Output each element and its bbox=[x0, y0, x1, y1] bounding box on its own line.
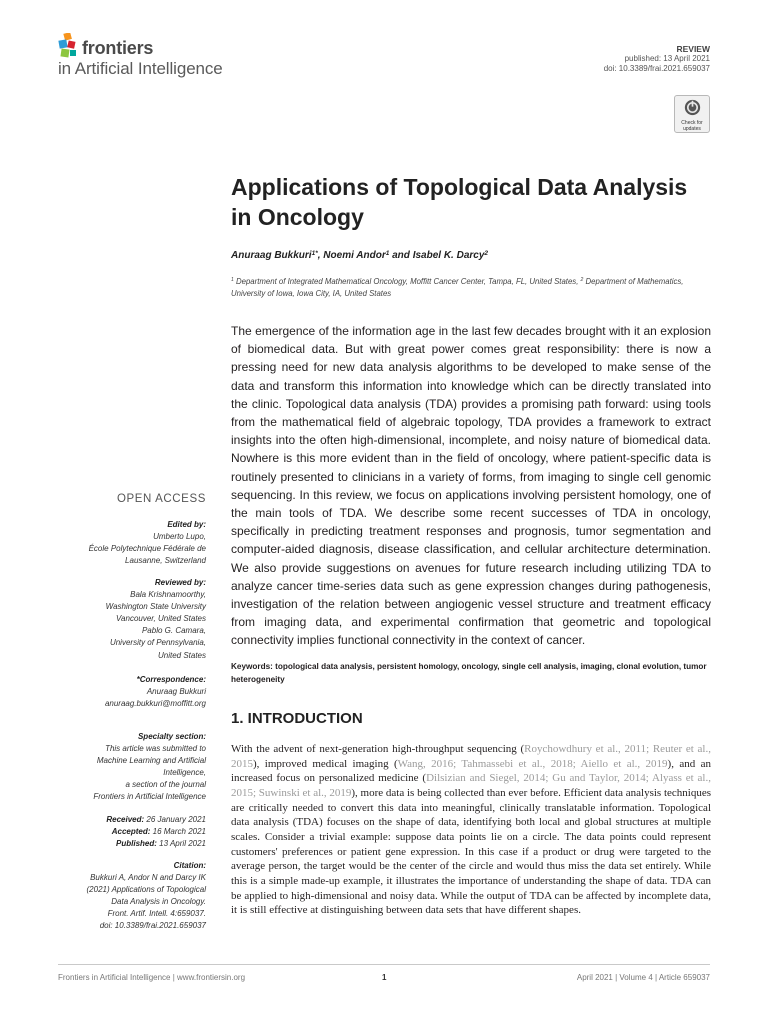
check-updates-icon bbox=[684, 99, 701, 116]
edited-by-label: Edited by: bbox=[167, 520, 206, 529]
check-updates-line1: Check for bbox=[681, 120, 703, 126]
specialty-line: a section of the journal bbox=[125, 780, 206, 790]
journal-name: in Artificial Intelligence bbox=[58, 59, 223, 78]
specialty-line: This article was submitted to bbox=[105, 744, 206, 754]
frontiers-logo-icon bbox=[58, 33, 80, 59]
correspondence-block bbox=[105, 674, 206, 710]
affiliation-text: Department of Integrated Mathematical Oncology, Moffitt Cancer Center, Tampa, FL, United States, bbox=[233, 277, 581, 286]
specialty-line: Intelligence, bbox=[163, 768, 206, 778]
accepted-value: 16 March 2021 bbox=[150, 827, 206, 837]
author-name[interactable]: Anuraag Bukkuri bbox=[231, 250, 312, 261]
specialty-section-block bbox=[93, 731, 206, 804]
affil-mark: 1 bbox=[231, 277, 234, 283]
footer-divider bbox=[58, 964, 710, 965]
reviewer-line: Vancouver, United States bbox=[116, 614, 206, 624]
citation-doi[interactable]: doi: 10.3389/frai.2021.659037 bbox=[99, 921, 206, 931]
edited-by-block bbox=[89, 519, 206, 567]
specialty-label: Specialty section: bbox=[137, 732, 206, 741]
citation-line: Data Analysis in Oncology. bbox=[111, 897, 206, 907]
specialty-line: Frontiers in Artificial Intelligence bbox=[93, 792, 206, 802]
received-label: Received: bbox=[106, 815, 145, 824]
check-for-updates-badge[interactable] bbox=[674, 95, 710, 133]
accepted-label: Accepted: bbox=[111, 827, 151, 837]
author-separator: and bbox=[389, 250, 413, 261]
section-heading: 1. INTRODUCTION bbox=[231, 710, 363, 727]
citation-link[interactable]: Dilsizian and Siegel, 2014; Gu and Taylor, 2014; Alyass et al., 2015; Suwinski et al., 2019 bbox=[231, 772, 711, 799]
accepted-date bbox=[106, 826, 206, 838]
correspondence-email[interactable]: anuraag.bukkuri@moffitt.org bbox=[104, 699, 206, 709]
reviewer-line[interactable]: Bala Krishnamoorthy, bbox=[130, 590, 206, 600]
open-access-label: OPEN ACCESS bbox=[116, 493, 206, 505]
affiliations bbox=[231, 276, 711, 300]
body-text: ), more data is being collected than ever before. Efficient data analysis techniques are critically needed to convert this data into meaningful, clinically translatable information. Topological data analysis (TDA) focuses on the shape of data, identifying both local and global structures at multiple scales. Consider a trivial example: suppose data points lie on a circle. The data points could represent customers' preferences or patient gene expression. In this case if a product or drug were targeted to the average person, the target would be the center of the circle and would thus miss the data set entirely. While this is a simple made-up example, it illustrates the importance of understanding the shape of data. TDA can be applied to high-dimensional and noisy data. While the output of TDA can be affected by incomplete data, it is still effective at distinguishing between data sets that have different shapes. bbox=[231, 786, 711, 917]
citation-line: Front. Artif. Intell. 4:659037. bbox=[107, 909, 206, 919]
citation-label: Citation: bbox=[173, 861, 206, 870]
received-value: 26 January 2021 bbox=[144, 815, 206, 824]
reviewed-by-block bbox=[106, 577, 206, 662]
dates-block bbox=[106, 814, 206, 850]
author-affil-mark: 2 bbox=[484, 250, 489, 257]
page-number: 1 bbox=[382, 973, 387, 982]
author-affil-mark: 1 bbox=[385, 250, 390, 257]
abstract: The emergence of the information age in the last few decades brought with it an explosion of biomedical data. But with great power comes great responsibility: there is now a pressing need for new data analysis algorithms to be developed to make sense of the data and transform this information into knowledge which can be directly translated into the clinic. Topological data analysis (TDA) provides a promising path forward: using tools from the mathematical field of algebraic topology, TDA provides a framework to extract insights into the often high-dimensional, incomplete, and noisy nature of biomedical data. Nowhere is this more evident than in the field of oncology, where patient-specific data is routinely presented to clinicians in a variety of forms, from imaging to single cell genomic sequencing. In this review, we focus on applications involving persistent homology, one of the main tools of TDA. We describe some recent successes of TDA in oncology, specifically in predicting treatment responses and prognosis, tumor segmentation and computer-aided diagnosis, disease classification, and cellular architecture determination. We also provide suggestions on avenues for future research including utilizing TDA to analyze cancer time-series data such as gene expression changes during pathogenesis, investigation of the relation between angiogenic vessel structure and treatment efficacy from imaging data, and experimental confirmation that geometric and topological connectivity implies functional connectivity in the context of cancer. bbox=[231, 324, 711, 648]
received-date bbox=[106, 814, 206, 826]
citation-link[interactable]: Wang, 2016; Tahmassebi et al., 2018; Aiello et al., 2019 bbox=[397, 757, 668, 770]
reviewer-line[interactable]: Pablo G. Camara, bbox=[141, 626, 206, 636]
body-text: ), and an increased focus on personalized medicine ( bbox=[231, 757, 711, 785]
correspondence-label: *Correspondence: bbox=[136, 675, 206, 684]
editor-line: Lausanne, Switzerland bbox=[125, 556, 206, 566]
keywords: Keywords: topological data analysis, persistent homology, oncology, single cell analysis, imaging, clonal evolution, tumor heterogeneity bbox=[231, 662, 707, 684]
logo-wordmark: frontiers bbox=[82, 38, 154, 58]
published-label: Published: bbox=[116, 839, 157, 849]
article-meta bbox=[604, 44, 710, 74]
published-date-side bbox=[106, 838, 206, 850]
affiliation-text: Department of Mathematics, University of Iowa, Iowa City, IA, United States bbox=[231, 277, 684, 298]
published-value: 13 April 2021 bbox=[156, 839, 206, 849]
specialty-line: Machine Learning and Artificial bbox=[96, 756, 206, 766]
editor-line: École Polytechnique Fédérale de bbox=[88, 544, 206, 554]
editor-line[interactable]: Umberto Lupo, bbox=[153, 532, 206, 542]
reviewer-line: University of Pennsylvania, bbox=[109, 638, 206, 648]
published-date: published: 13 April 2021 bbox=[624, 54, 710, 63]
author-affil-mark: 1* bbox=[311, 250, 318, 257]
article-type: REVIEW bbox=[676, 44, 710, 54]
footer-journal-link[interactable]: Frontiers in Artificial Intelligence | www.frontiersin.org bbox=[58, 973, 246, 982]
body-text: With the advent of next-generation high-throughput sequencing ( bbox=[231, 743, 525, 755]
reviewer-line: United States bbox=[157, 650, 206, 660]
article-title: Applications of Topological Data Analysis in Oncology bbox=[231, 174, 688, 230]
author-name[interactable]: Noemi Andor bbox=[323, 250, 386, 261]
introduction-paragraph bbox=[231, 742, 711, 918]
author-name[interactable]: Isabel K. Darcy bbox=[412, 250, 485, 261]
citation-block bbox=[87, 860, 206, 933]
author-separator: , bbox=[317, 250, 324, 261]
reviewed-by-label: Reviewed by: bbox=[154, 578, 206, 587]
body-text: ), improved medical imaging ( bbox=[253, 757, 398, 770]
citation-link[interactable]: Roychowdhury et al., 2011; Reuter et al., 2015 bbox=[231, 743, 711, 770]
citation-line: Bukkuri A, Andor N and Darcy IK bbox=[90, 873, 206, 883]
check-updates-line2: updates bbox=[683, 125, 701, 132]
citation-line: (2021) Applications of Topological bbox=[86, 885, 206, 895]
author-list bbox=[231, 250, 488, 261]
affil-mark: 2 bbox=[580, 277, 584, 283]
article-doi[interactable]: doi: 10.3389/frai.2021.659037 bbox=[603, 64, 710, 73]
reviewer-line: Washington State University bbox=[105, 602, 206, 612]
correspondence-name: Anuraag Bukkuri bbox=[146, 687, 206, 697]
footer-article-info: April 2021 | Volume 4 | Article 659037 bbox=[576, 973, 710, 982]
